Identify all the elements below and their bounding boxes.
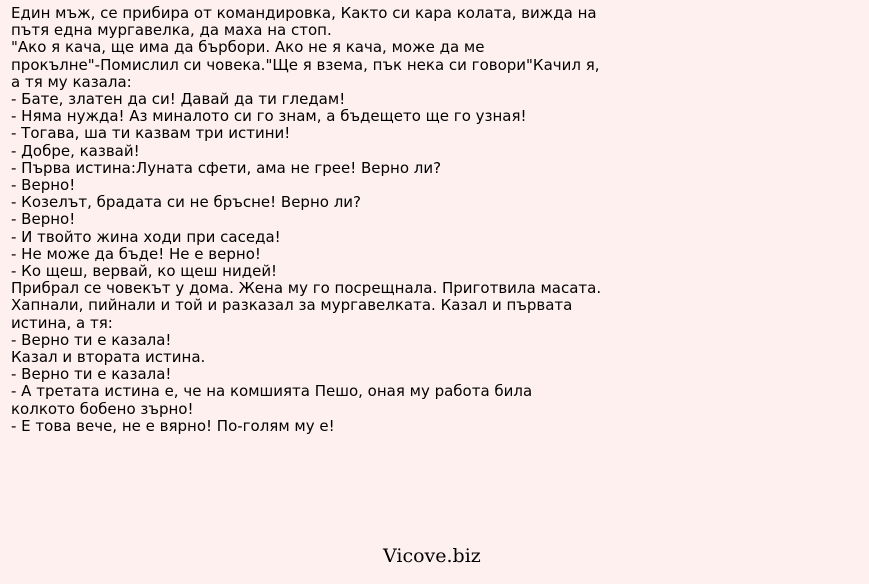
joke-line: - И твойто жина ходи при саседа! [11, 227, 281, 246]
joke-line: - Верно! [11, 176, 76, 195]
joke-line: Един мъж, се прибира от командировка, Както си кара колата, вижда на [11, 4, 597, 22]
joke-line: - Няма нужда! Аз миналото си го знам, а бъдещето ще го узная! [11, 107, 527, 126]
joke-line: Прибрал се човекът у дома. Жена му го посрещнала. Приготвила масата. [11, 279, 602, 298]
site-watermark: Vicove.biz [383, 545, 481, 567]
joke-line: - Тогава, ша ти казвам три истини! [11, 124, 291, 143]
joke-line: Хапнали, пийнали и той и разказал за мургавелката. Казал и първата [11, 296, 573, 315]
joke-text [11, 5, 861, 435]
joke-line: а тя му казала: [11, 72, 132, 91]
joke-line: - Ко щеш, вервай, ко щеш нидей! [11, 262, 278, 281]
joke-line: "Ако я кача, ще има да бърбори. Ако не я кача, може да ме [11, 38, 485, 57]
joke-line: - Верно ти е казала! [11, 330, 172, 349]
joke-line: - Е това вече, не е вярно! По-голям му е! [11, 416, 335, 435]
joke-line: колкото бобено зърно! [11, 399, 194, 418]
joke-line: - Козелът, брадата си не бръсне! Верно ли? [11, 193, 361, 212]
joke-line: - Добре, казвай! [11, 141, 140, 160]
joke-line: - Верно! [11, 210, 76, 229]
joke-line: - Верно ти е казала! [11, 365, 172, 384]
joke-line: - А третата истина е, че на комшията Пешо, оная му работа била [11, 382, 533, 401]
joke-line: Казал и втората истина. [11, 348, 206, 367]
joke-line: пътя една мургавелка, да маха на стоп. [11, 21, 332, 40]
joke-line: - Бате, златен да си! Давай да ти гледам! [11, 90, 346, 109]
joke-line: прокълне"-Помислил си човека."Ще я взема, пък нека си говори"Качил я, [11, 55, 600, 74]
joke-line: истина, а тя: [11, 313, 113, 332]
joke-line: - Първа истина:Луната сфети, ама не грее! Верно ли? [11, 158, 442, 177]
joke-line: - Не може да бъде! Не е верно! [11, 244, 261, 263]
